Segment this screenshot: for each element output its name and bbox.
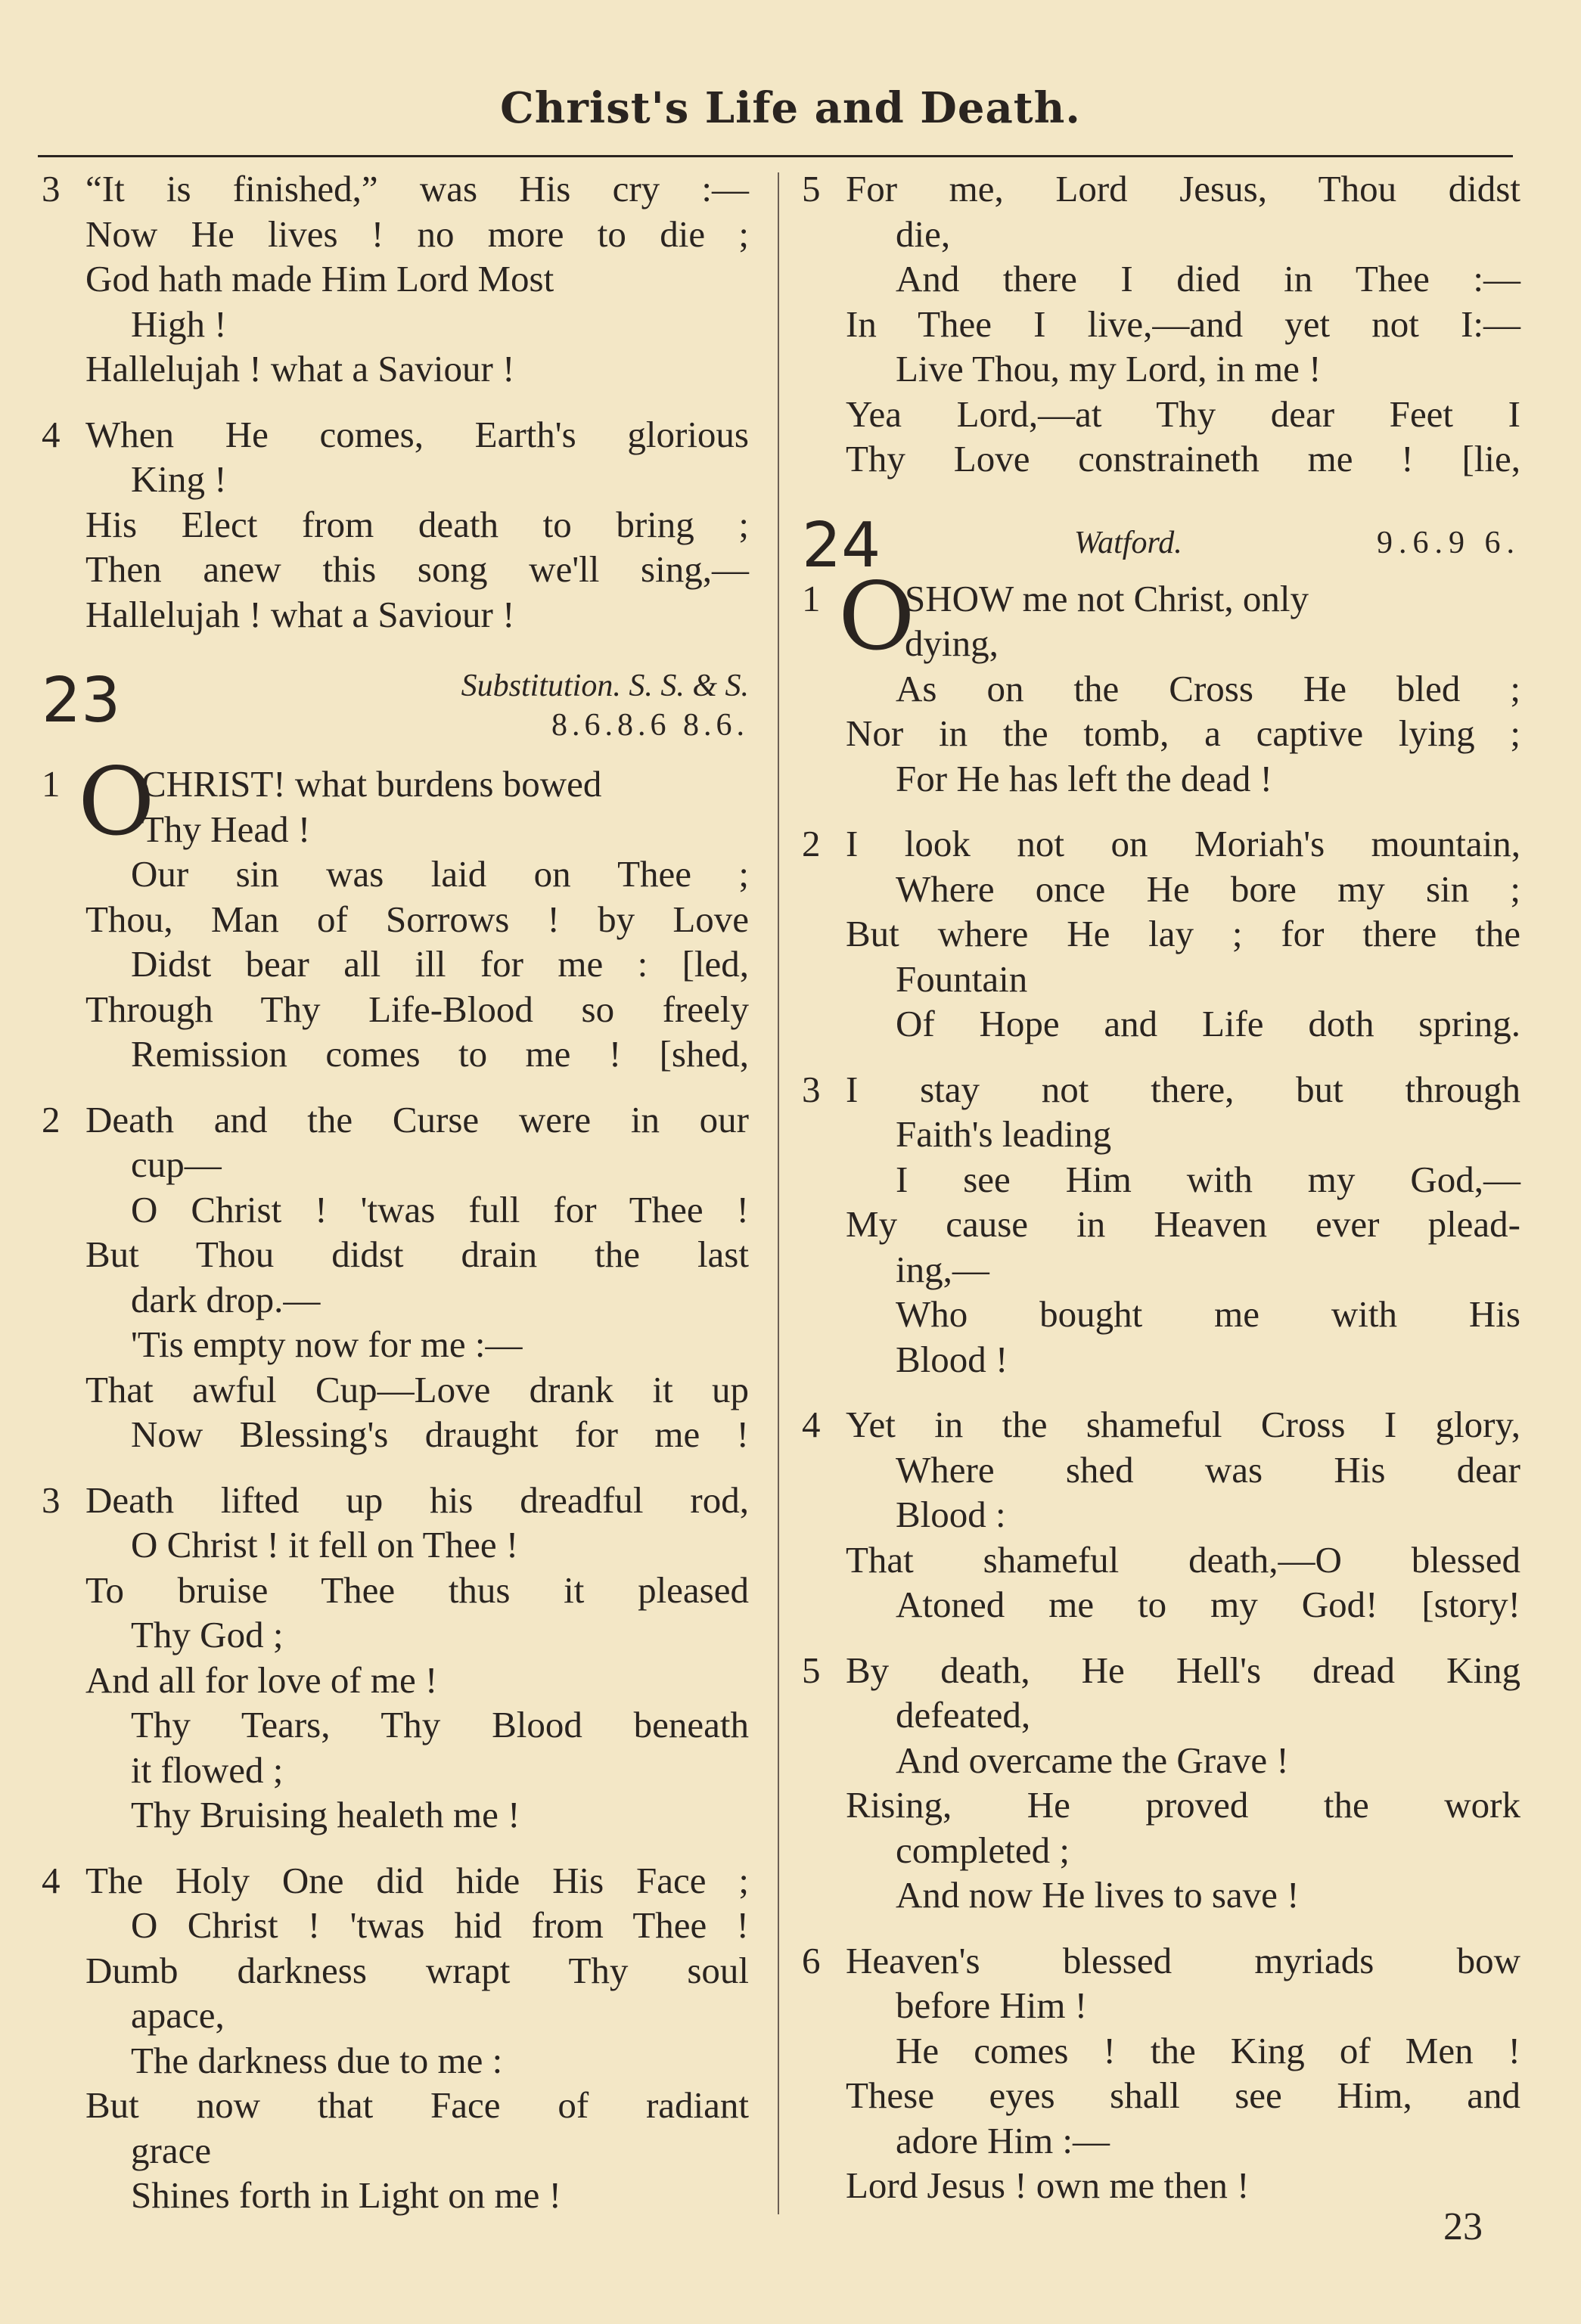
page-header: Christ's Life and Death. — [500, 83, 1081, 133]
stanza — [802, 562, 1520, 802]
page-number: 23 — [1443, 2205, 1483, 2248]
verse-line: apace, — [131, 1994, 225, 2036]
verse-line: Remission comes to me ! [shed, — [131, 1033, 749, 1075]
verse-line: adore Him :— — [896, 2119, 1110, 2161]
header-rule — [38, 155, 1513, 157]
verse-line: 4 The Holy One did hide His Face ; — [42, 1858, 749, 1904]
drop-cap: O — [838, 562, 915, 672]
verse-line: Thy Tears, Thy Blood beneath — [131, 1704, 749, 1745]
verse-line: His Elect from death to bring ; — [85, 503, 749, 545]
verse-line: O Christ ! 'twas full for Thee ! — [131, 1188, 749, 1230]
verse-line: I see Him with my God,— — [896, 1158, 1520, 1200]
verse-line: Where shed was His dear — [896, 1448, 1520, 1491]
hymn-tune: Watford. — [1074, 525, 1182, 560]
hymn-header — [802, 502, 1520, 582]
verse-line: Hallelujah ! what a Saviour ! — [85, 593, 515, 635]
verse-number: 5 — [802, 168, 821, 209]
verse-number: 6 — [802, 1939, 821, 1981]
verse-line: King ! — [131, 458, 227, 500]
verse-number: 3 — [42, 168, 61, 209]
verse-number: 3 — [802, 1068, 821, 1110]
verse-line: 5 By death, He Hell's dread King — [802, 1648, 1520, 1693]
stanza — [42, 1478, 749, 1838]
verse-line: Nor in the tomb, a captive lying ; — [846, 712, 1520, 754]
verse-number: 1 — [42, 763, 61, 805]
verse-line: Thy God ; — [131, 1614, 284, 1655]
verse-number: 3 — [42, 1478, 61, 1521]
verse-line: ing,— — [896, 1248, 989, 1290]
hymn-number: 24 — [802, 509, 881, 582]
verse-line: And now He lives to save ! — [896, 1874, 1300, 1916]
verse-line: Blood : — [896, 1494, 1006, 1535]
verse-line: Thy Love constraineth me ! [lie, — [846, 438, 1520, 479]
verse-line: Hallelujah ! what a Saviour ! — [85, 348, 515, 389]
verse-line: He comes ! the King of Men ! — [896, 2029, 1520, 2071]
stanza — [42, 1858, 749, 2218]
verse-line: Blood ! — [896, 1338, 1008, 1380]
verse-line: 3 “It is finished,” was His cry :— — [42, 166, 749, 212]
verse-line: Dumb darkness wrapt Thy soul — [85, 1949, 749, 1991]
verse-line: Where once He bore my sin ; — [896, 867, 1520, 910]
verse-number: 4 — [42, 413, 61, 455]
verse-line: 6 Heaven's blessed myriads bow — [802, 1938, 1520, 1984]
verse-line: Thy Bruising healeth me ! — [131, 1794, 520, 1835]
verse-line: 'Tis empty now for me :— — [131, 1323, 523, 1365]
verse-line: And overcame the Grave ! — [896, 1739, 1289, 1781]
verse-line: Yea Lord,—at Thy dear Feet I — [846, 393, 1520, 435]
stanza — [42, 166, 749, 392]
verse-line: These eyes shall see Him, and — [846, 2074, 1520, 2116]
verse-line: Of Hope and Life doth spring. — [896, 1003, 1520, 1044]
verse-line: And there I died in Thee :— — [896, 258, 1520, 299]
stanza — [802, 166, 1520, 482]
verse-line: Then anew this song we'll sing,— — [85, 548, 749, 590]
right-column — [802, 166, 1520, 2229]
hymn-meter: 9.6.9 6. — [1377, 525, 1520, 560]
verse-line: 4 When He comes, Earth's glorious — [42, 412, 749, 458]
verse-line: Shines forth in Light on me ! — [131, 2174, 561, 2216]
verse-number: 1 — [802, 577, 821, 619]
column-divider — [778, 172, 779, 2214]
verse-line: My cause in Heaven ever plead- — [846, 1203, 1520, 1245]
verse-line: dark drop.— — [131, 1278, 321, 1320]
verse-line: But now that Face of radiant — [85, 2084, 749, 2126]
verse-line: Didst bear all ill for me : [led, — [131, 943, 749, 985]
verse-line: 1 CHRIST! what burdens bowed — [42, 762, 749, 807]
verse-line: 3 I stay not there, but through — [802, 1067, 1520, 1112]
left-column — [42, 166, 749, 2239]
verse-line: Faith's leading — [896, 1113, 1112, 1155]
verse-line: completed ; — [896, 1829, 1070, 1871]
verse-line: Rising, He proved the work — [846, 1784, 1520, 1826]
verse-number: 2 — [802, 823, 821, 864]
hymn-meter: 8.6.8.6 8.6. — [551, 708, 749, 743]
hymn-number: 23 — [42, 665, 121, 737]
verse-line: 4 Yet in the shameful Cross I glory, — [802, 1402, 1520, 1447]
verse-line: dying, — [905, 622, 999, 664]
verse-number: 4 — [42, 1859, 61, 1901]
verse-line: defeated, — [896, 1694, 1031, 1736]
verse-line: it flowed ; — [131, 1748, 284, 1791]
verse-number: 4 — [802, 1404, 821, 1445]
stanza — [802, 1938, 1520, 2208]
verse-line: cup— — [131, 1143, 222, 1185]
verse-line: For He has left the dead ! — [896, 757, 1272, 799]
verse-line: Thy Head ! — [141, 808, 311, 850]
verse-line: Now Blessing's draught for me ! — [131, 1413, 749, 1455]
verse-line: But where He lay ; for there the — [846, 913, 1520, 954]
verse-line: Live Thou, my Lord, in me ! — [896, 348, 1322, 389]
verse-line: Thou, Man of Sorrows ! by Love — [85, 898, 749, 940]
verse-line: 2 I look not on Moriah's mountain, — [802, 821, 1520, 867]
verse-line: die, — [896, 213, 951, 255]
verse-line: O Christ ! 'twas hid from Thee ! — [131, 1904, 749, 1946]
verse-line: Fountain — [896, 957, 1028, 1000]
verse-line: Lord Jesus ! own me then ! — [846, 2164, 1250, 2206]
verse-line: To bruise Thee thus it pleased — [85, 1568, 749, 1611]
verse-line: High ! — [131, 303, 227, 345]
verse-line: Now He lives ! no more to die ; — [85, 213, 749, 255]
verse-line: And all for love of me ! — [85, 1658, 438, 1701]
hymn-tune: Substitution. S. S. & S. — [461, 669, 749, 703]
verse-line: 1 SHOW me not Christ, only — [802, 576, 1520, 622]
verse-line: Who bought me with His — [896, 1293, 1520, 1335]
stanza — [802, 821, 1520, 1047]
stanza — [42, 412, 749, 638]
verse-line: 5 For me, Lord Jesus, Thou didst — [802, 166, 1520, 212]
verse-line: As on the Cross He bled ; — [896, 667, 1520, 709]
stanza — [802, 1067, 1520, 1382]
verse-line: Atoned me to my God! [story! — [896, 1584, 1520, 1625]
verse-line: God hath made Him Lord Most — [85, 258, 554, 299]
verse-number: 5 — [802, 1649, 821, 1691]
verse-line: Our sin was laid on Thee ; — [131, 853, 749, 895]
hymn-header — [42, 657, 749, 756]
verse-line: O Christ ! it fell on Thee ! — [131, 1524, 519, 1565]
verse-line: grace — [131, 2129, 212, 2171]
verse-line: 3 Death lifted up his dreadful rod, — [42, 1478, 749, 1523]
verse-line: before Him ! — [896, 1984, 1088, 2026]
verse-number: 2 — [42, 1098, 61, 1140]
stanza — [42, 1097, 749, 1457]
stanza — [802, 1402, 1520, 1627]
stanza — [42, 748, 749, 1077]
verse-line: That shameful death,—O blessed — [846, 1538, 1520, 1581]
verse-line: 2 Death and the Curse were in our — [42, 1097, 749, 1143]
verse-line: Through Thy Life-Blood so freely — [85, 988, 749, 1030]
drop-cap: O — [78, 748, 155, 857]
verse-line: That awful Cup—Love drank it up — [85, 1368, 749, 1410]
stanza — [802, 1648, 1520, 1918]
verse-line: But Thou didst drain the last — [85, 1233, 749, 1275]
verse-line: The darkness due to me : — [131, 2039, 503, 2081]
verse-line: In Thee I live,—and yet not I:— — [846, 303, 1520, 345]
